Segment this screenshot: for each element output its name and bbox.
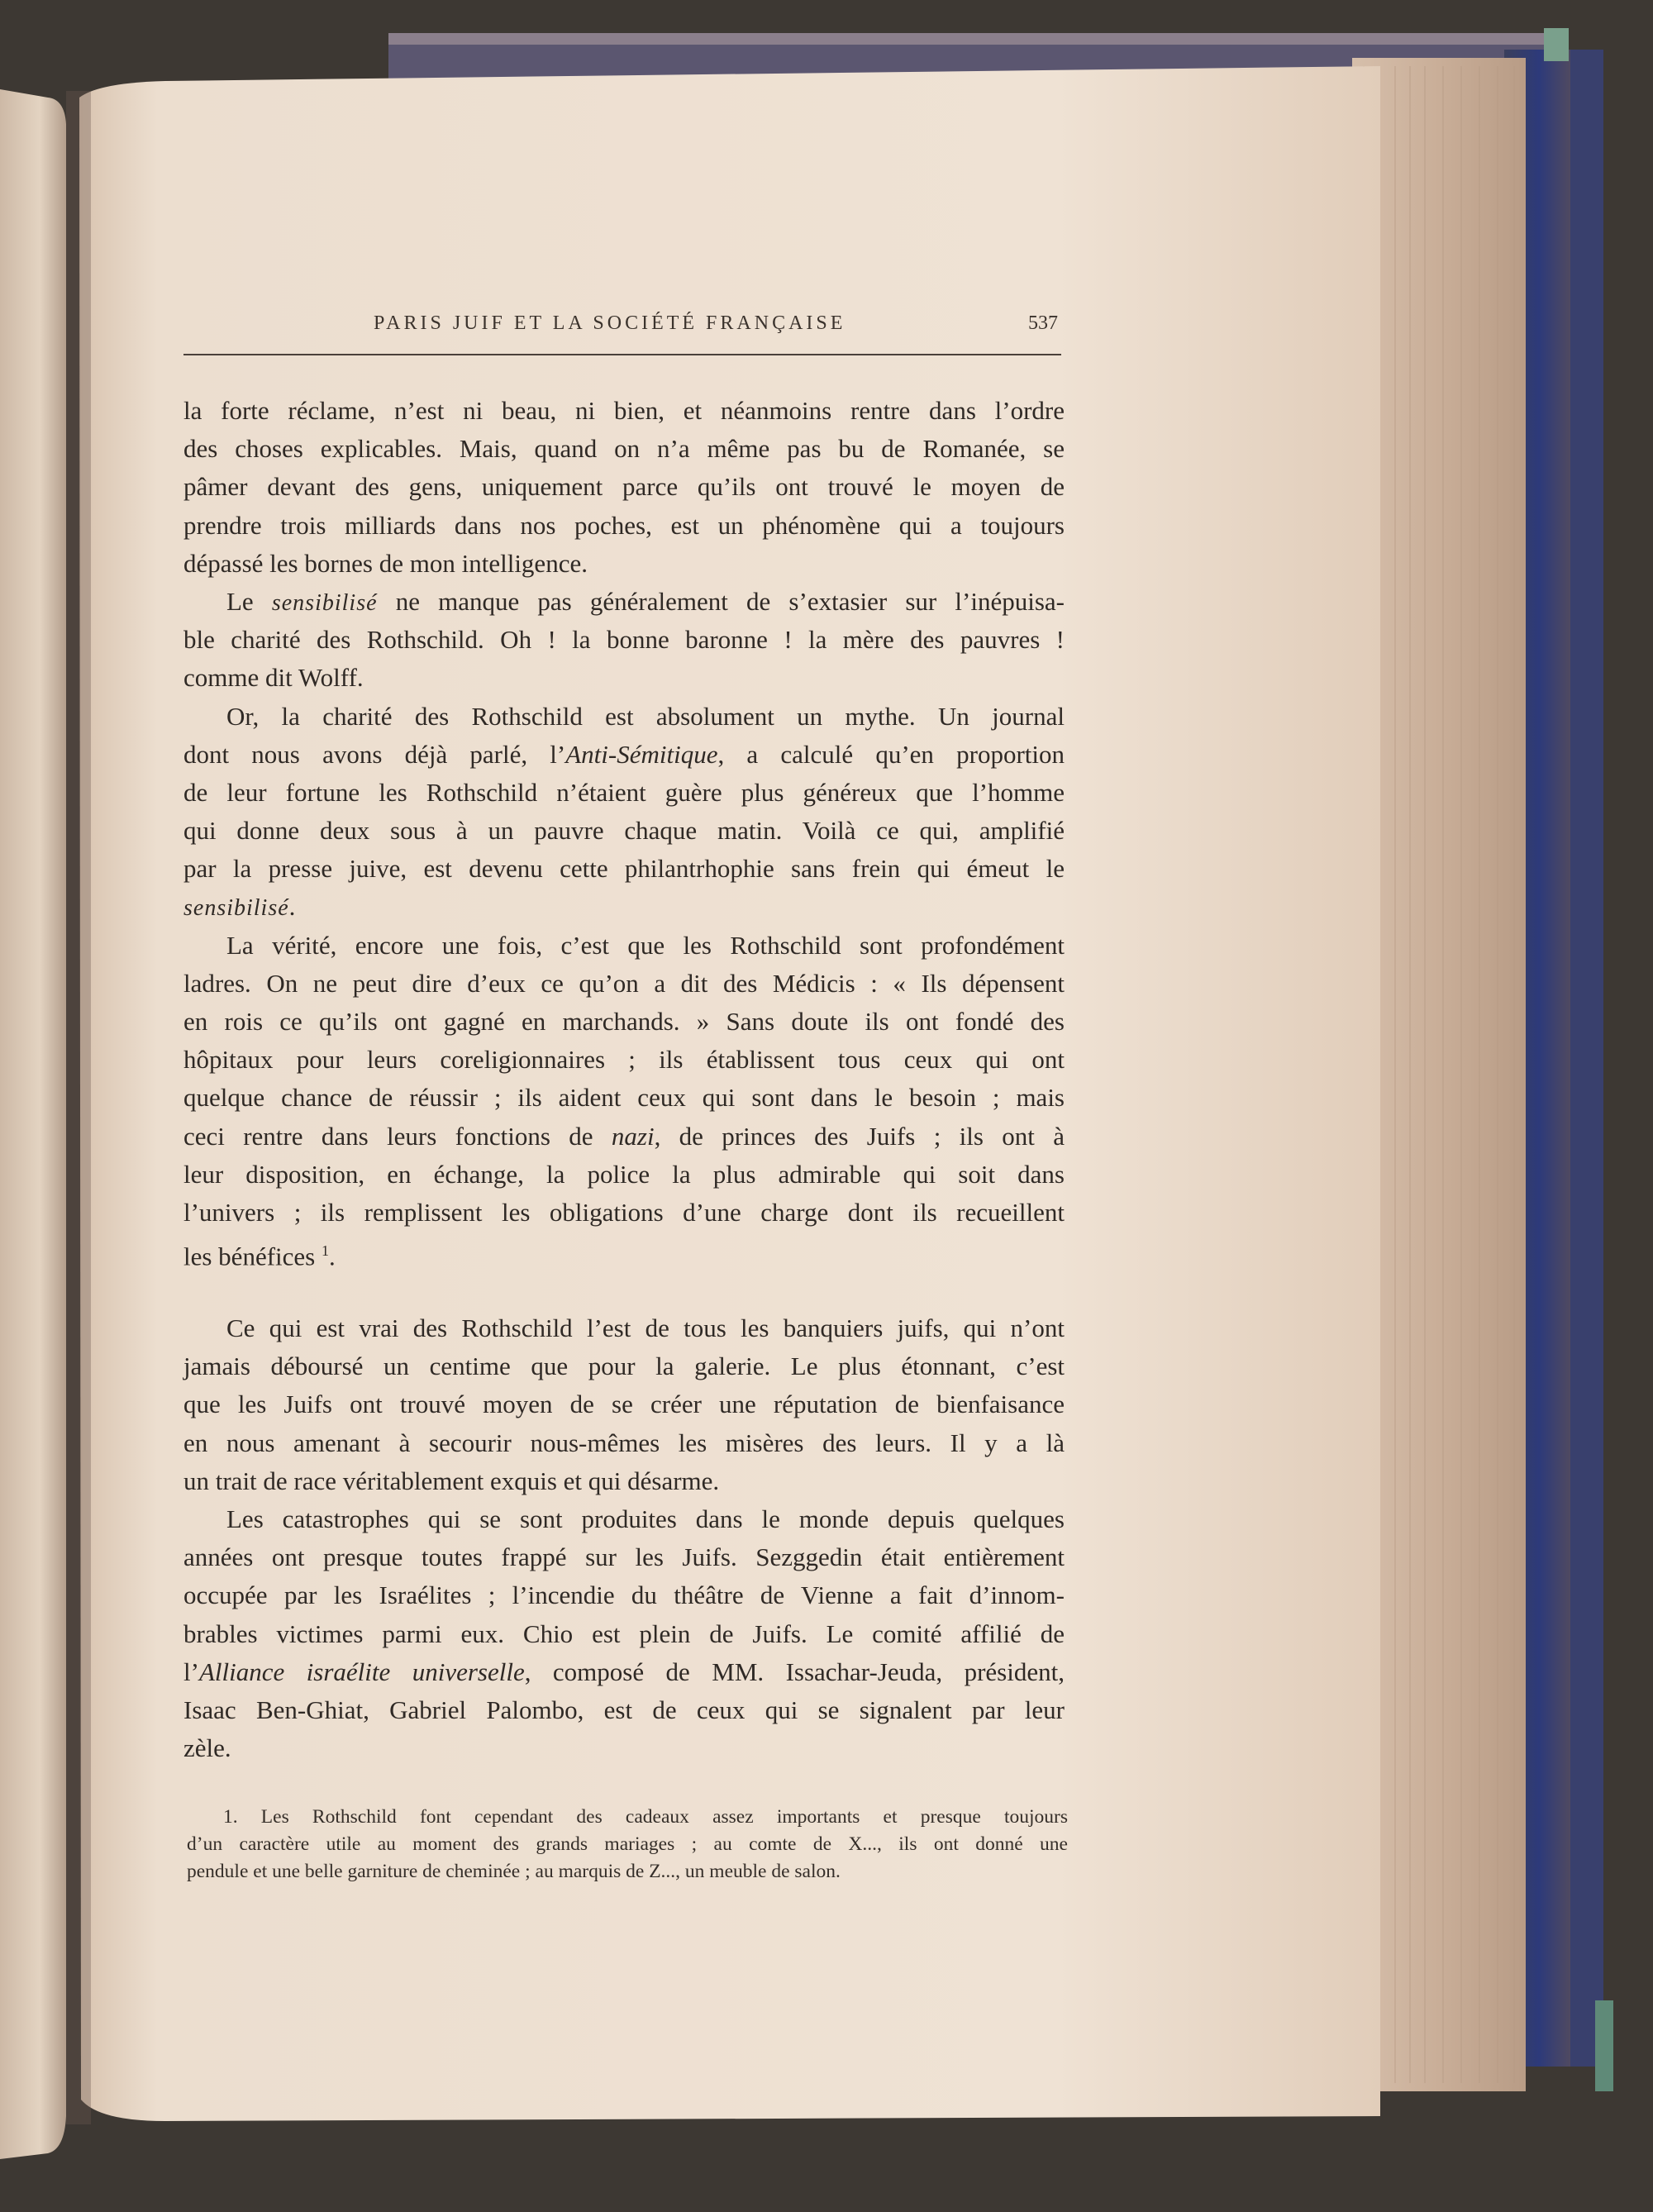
- footnote: [187, 1804, 1068, 1885]
- paragraph-5: [183, 1309, 1065, 1500]
- text-line: [183, 1232, 1065, 1270]
- text-line: comme dit Wolff.: [183, 663, 364, 693]
- text-line: zèle.: [183, 1733, 231, 1763]
- text-line: [183, 1653, 1065, 1691]
- text-run: les bénéfices: [183, 1242, 316, 1271]
- text-run: dont nous avons déjà parlé, l’: [183, 739, 566, 769]
- paragraph-4: [183, 927, 1065, 1270]
- body-text-continued: [183, 1309, 1065, 1767]
- footnote-line: 1. Les Rothschild font cependant des cadeaux assez importants et presque toujours: [223, 1806, 1068, 1828]
- paragraph-1: [183, 392, 1065, 583]
- text-line: des choses explicables. Mais, quand on n’a même pas bu de Romanée, se: [183, 434, 1065, 464]
- italic-term: nazi: [611, 1121, 655, 1151]
- text-line: la forte réclame, n’est ni beau, ni bien, et néanmoins rentre dans l’ordre: [183, 396, 1065, 425]
- text-run: , de princes des Juifs ; ils ont à: [654, 1121, 1065, 1151]
- italic-title: Anti-Sémitique: [565, 739, 718, 769]
- text-line: dépassé les bornes de mon intelligence.: [183, 548, 588, 578]
- text-run: .: [328, 1242, 336, 1271]
- text-line: que les Juifs ont trouvé moyen de se créer une réputation de bienfaisance: [183, 1390, 1065, 1419]
- text-run: .: [288, 892, 296, 922]
- text-line: Les catastrophes qui se sont produites dans le monde depuis quelques: [226, 1504, 1065, 1533]
- text-line: pâmer devant des gens, uniquement parce qu’ils ont trouvé le moyen de: [183, 472, 1065, 502]
- text-line: années ont presque toutes frappé sur les Juifs. Sezggedin était entièrement: [183, 1542, 1065, 1572]
- text-line: ble charité des Rothschild. Oh ! la bonne baronne ! la mère des pauvres !: [183, 625, 1065, 655]
- text-line: occupée par les Israélites ; l’incendie du théâtre de Vienne a fait d’innom-: [183, 1580, 1065, 1610]
- text-line: prendre trois milliards dans nos poches, est un phénomène qui a toujours: [183, 510, 1065, 540]
- text-line: Ce qui est vrai des Rothschild l’est de tous les banquiers juifs, qui n’ont: [226, 1313, 1065, 1342]
- text-line: en rois ce qu’ils ont gagné en marchands. » Sans doute ils ont fondé des: [183, 1007, 1065, 1036]
- text-line: Or, la charité des Rothschild est absolument un mythe. Un journal: [226, 701, 1065, 731]
- paragraph-2: [183, 583, 1065, 698]
- text-run: ceci rentre dans leurs fonctions de: [183, 1121, 612, 1151]
- text-line: par la presse juive, est devenu cette philantrhophie sans frein qui émeut le: [183, 854, 1065, 884]
- italic-term: sensibilisé: [271, 589, 378, 616]
- text-run: l’: [183, 1657, 199, 1686]
- text-line: ladres. On ne peut dire d’eux ce qu’on a dit des Médicis : « Ils dépensent: [183, 968, 1065, 998]
- text-line: [183, 736, 1065, 774]
- text-line: brables victimes parmi eux. Chio est plein de Juifs. Le comité affilié de: [183, 1618, 1065, 1648]
- text-line: qui donne deux sous à un pauvre chaque matin. Voilà ce qui, amplifié: [183, 816, 1065, 846]
- italic-title: Alliance israélite universelle: [198, 1657, 525, 1686]
- running-header-title: PARIS JUIF ET LA SOCIÉTÉ FRANÇAISE: [374, 312, 846, 334]
- text-run: Le: [226, 586, 272, 616]
- text-line: en nous amenant à secourir nous-mêmes les misères des leurs. Il y a là: [183, 1428, 1065, 1457]
- paragraph-6: [183, 1500, 1065, 1767]
- footnote-marker: 1: [321, 1242, 329, 1260]
- text-line: hôpitaux pour leurs coreligionnaires ; ils établissent tous ceux qui ont: [183, 1045, 1065, 1075]
- page-number: 537: [1028, 312, 1058, 334]
- text-line: jamais déboursé un centime que pour la galerie. Le plus étonnant, c’est: [183, 1352, 1065, 1381]
- italic-term: sensibilisé: [183, 895, 289, 922]
- paragraph-3: [183, 698, 1065, 927]
- text-line: Isaac Ben-Ghiat, Gabriel Palombo, est de ceux qui se signalent par leur: [183, 1695, 1065, 1724]
- footnote-line: d’un caractère utile au moment des grands mariages ; au comte de X..., ils ont donné une: [187, 1833, 1068, 1855]
- text-line: [183, 1118, 1065, 1156]
- text-run: , a calculé qu’en proportion: [717, 739, 1065, 769]
- header-rule: [183, 354, 1061, 355]
- text-line: leur disposition, en échange, la police la plus admirable qui soit dans: [183, 1159, 1065, 1189]
- text-line: l’univers ; ils remplissent les obligations d’une charge dont ils recueillent: [183, 1197, 1065, 1227]
- footnote-line: pendule et une belle garniture de cheminée ; au marquis de Z..., un meuble de salon.: [187, 1861, 841, 1882]
- text-line: [183, 888, 1065, 926]
- text-line: de leur fortune les Rothschild n’étaient guère plus généreux que l’homme: [183, 777, 1065, 807]
- text-line: un trait de race véritablement exquis et qui désarme.: [183, 1466, 720, 1495]
- text-line: quelque chance de réussir ; ils aident ceux qui sont dans le besoin ; mais: [183, 1083, 1065, 1113]
- text-line: La vérité, encore une fois, c’est que les Rothschild sont profondément: [226, 930, 1065, 960]
- body-text: [183, 392, 1065, 1270]
- text-run: , composé de MM. Issachar-Jeuda, président,: [524, 1657, 1065, 1686]
- text-line: [183, 583, 1065, 621]
- text-run: ne manque pas généralement de s’extasier sur l’inépuisa-: [377, 586, 1065, 616]
